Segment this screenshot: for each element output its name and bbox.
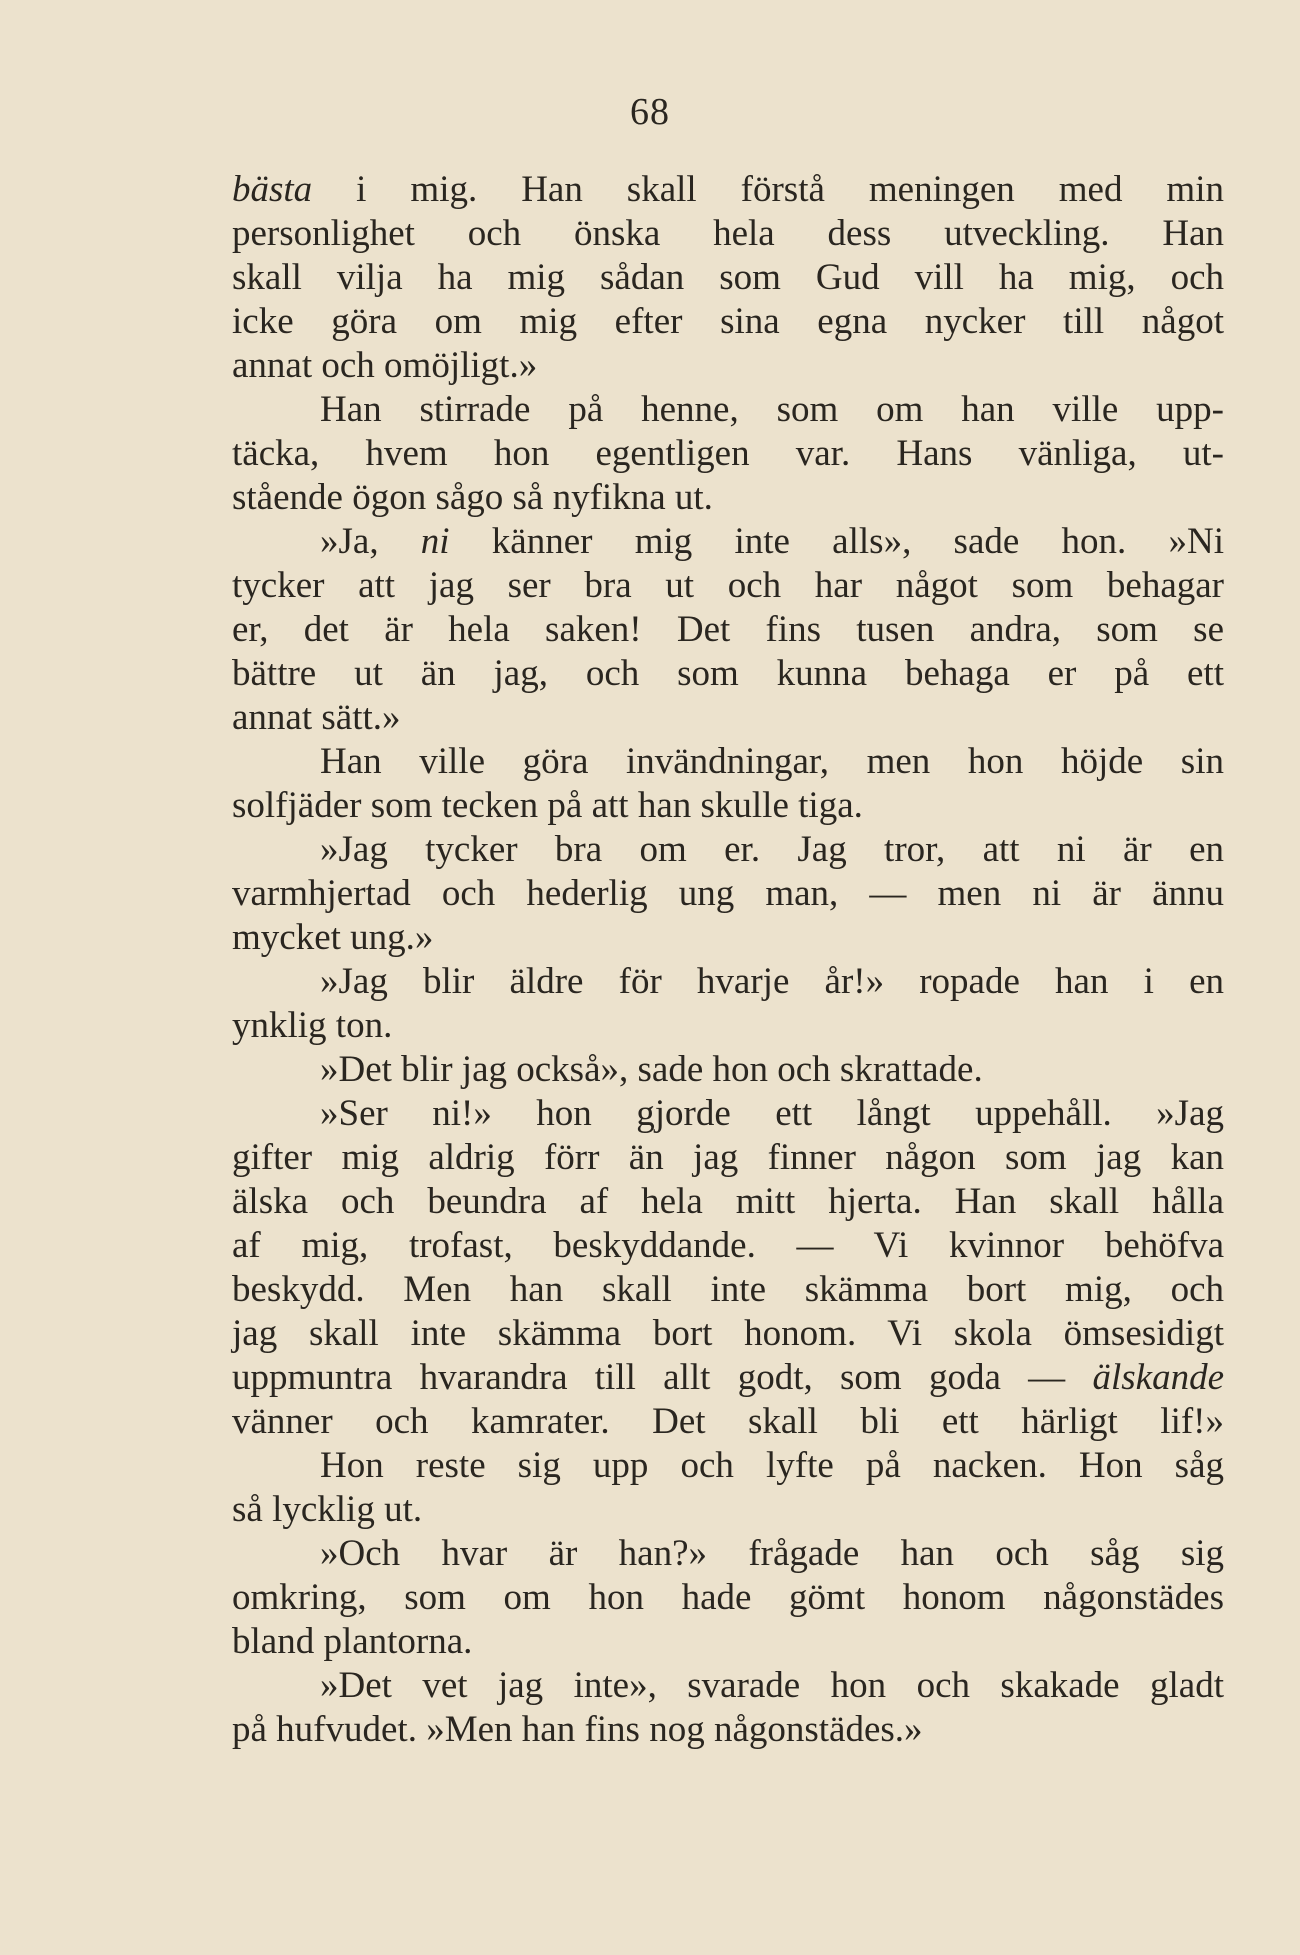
- text-segment: stående ögon sågo så nyfikna ut.: [232, 477, 713, 518]
- text-line: [232, 1488, 1224, 1532]
- text-segment: vänner och kamrater. Det skall bli ett härligt lif!»: [232, 1401, 1224, 1442]
- text-segment: beskydd. Men han skall inte skämma bort mig, och: [232, 1269, 1224, 1310]
- text-segment: er, det är hela saken! Det fins tusen andra, som se: [232, 609, 1224, 650]
- text-line: [232, 1268, 1224, 1312]
- text-segment: i mig. Han skall förstå meningen med min: [312, 169, 1224, 210]
- text-line: [232, 1048, 1224, 1092]
- text-line: [232, 960, 1224, 1004]
- text-segment: »Ser ni!» hon gjorde ett långt uppehåll. »Jag: [320, 1093, 1224, 1134]
- text-segment: mycket ung.»: [232, 917, 434, 958]
- text-segment: annat och omöjligt.»: [232, 345, 538, 386]
- text-segment: uppmuntra hvarandra till allt godt, som goda —: [232, 1357, 1093, 1398]
- text-line: [232, 652, 1224, 696]
- text-line: [232, 432, 1224, 476]
- text-line: [232, 1136, 1224, 1180]
- text-segment: Hon reste sig upp och lyfte på nacken. Hon såg: [320, 1445, 1224, 1486]
- text-line: [232, 1620, 1224, 1664]
- text-line: [232, 1312, 1224, 1356]
- text-line: [232, 872, 1224, 916]
- text-line: [232, 476, 1224, 520]
- text-line: [232, 1444, 1224, 1488]
- text-line: [232, 256, 1224, 300]
- text-segment: täcka, hvem hon egentligen var. Hans vänliga, ut-: [232, 433, 1224, 474]
- text-segment: af mig, trofast, beskyddande. — Vi kvinnor behöfva: [232, 1225, 1224, 1266]
- text-line: [232, 1004, 1224, 1048]
- text-segment: »Jag tycker bra om er. Jag tror, att ni är en: [320, 829, 1224, 870]
- text-segment: bättre ut än jag, och som kunna behaga er på ett: [232, 653, 1224, 694]
- text-segment: varmhjertad och hederlig ung man, — men ni är ännu: [232, 873, 1224, 914]
- page-number: 68: [630, 91, 670, 133]
- text-line: [232, 828, 1224, 872]
- text-line: [232, 344, 1224, 388]
- text-segment: omkring, som om hon hade gömt honom någonstädes: [232, 1577, 1224, 1618]
- text-line: [232, 564, 1224, 608]
- text-segment: skall vilja ha mig sådan som Gud vill ha mig, och: [232, 257, 1224, 298]
- text-segment: tycker att jag ser bra ut och har något som behagar: [232, 565, 1224, 606]
- text-line: [232, 1356, 1224, 1400]
- text-line: [232, 1532, 1224, 1576]
- text-segment: gifter mig aldrig förr än jag finner någon som jag kan: [232, 1137, 1224, 1178]
- text-segment: solfjäder som tecken på att han skulle tiga.: [232, 785, 863, 826]
- text-segment: annat sätt.»: [232, 697, 401, 738]
- text-segment: Han stirrade på henne, som om han ville upp-: [320, 389, 1224, 430]
- text-line: [232, 916, 1224, 960]
- text-line: [232, 608, 1224, 652]
- text-segment: bland plantorna.: [232, 1621, 473, 1662]
- text-line: [232, 1092, 1224, 1136]
- text-line: [232, 1180, 1224, 1224]
- text-segment: Han ville göra invändningar, men hon höjde sin: [320, 741, 1224, 782]
- text-line: [232, 740, 1224, 784]
- text-segment: personlighet och önska hela dess utveckling. Han: [232, 213, 1224, 254]
- text-line: [232, 1576, 1224, 1620]
- text-segment: på hufvudet. »Men han fins nog någonstädes.»: [232, 1709, 923, 1750]
- text-line: [232, 388, 1224, 432]
- italic-text-segment: bästa: [232, 169, 313, 210]
- text-segment: »Och hvar är han?» frågade han och såg sig: [320, 1533, 1224, 1574]
- text-segment: ynklig ton.: [232, 1005, 393, 1046]
- text-segment: »Jag blir äldre för hvarje år!» ropade han i en: [320, 961, 1224, 1002]
- text-line: [232, 1708, 1224, 1752]
- text-segment: älska och beundra af hela mitt hjerta. Han skall hålla: [232, 1181, 1224, 1222]
- text-line: [232, 520, 1224, 564]
- text-segment: »Ja,: [320, 521, 421, 562]
- text-segment: så lycklig ut.: [232, 1489, 423, 1530]
- italic-text-segment: ni: [420, 521, 450, 562]
- text-segment: jag skall inte skämma bort honom. Vi skola ömsesidigt: [232, 1313, 1224, 1354]
- text-segment: känner mig inte alls», sade hon. »Ni: [449, 521, 1224, 562]
- text-segment: »Det blir jag också», sade hon och skrattade.: [320, 1049, 983, 1090]
- text-segment: »Det vet jag inte», svarade hon och skakade gladt: [320, 1665, 1224, 1706]
- text-line: [232, 212, 1224, 256]
- body-text: [232, 168, 1224, 1752]
- text-segment: icke göra om mig efter sina egna nycker till något: [232, 301, 1224, 342]
- text-line: [232, 696, 1224, 740]
- text-line: [232, 1400, 1224, 1444]
- text-line: [232, 168, 1224, 212]
- italic-text-segment: älskande: [1092, 1357, 1224, 1398]
- text-line: [232, 300, 1224, 344]
- text-line: [232, 1224, 1224, 1268]
- text-line: [232, 784, 1224, 828]
- text-line: [232, 1664, 1224, 1708]
